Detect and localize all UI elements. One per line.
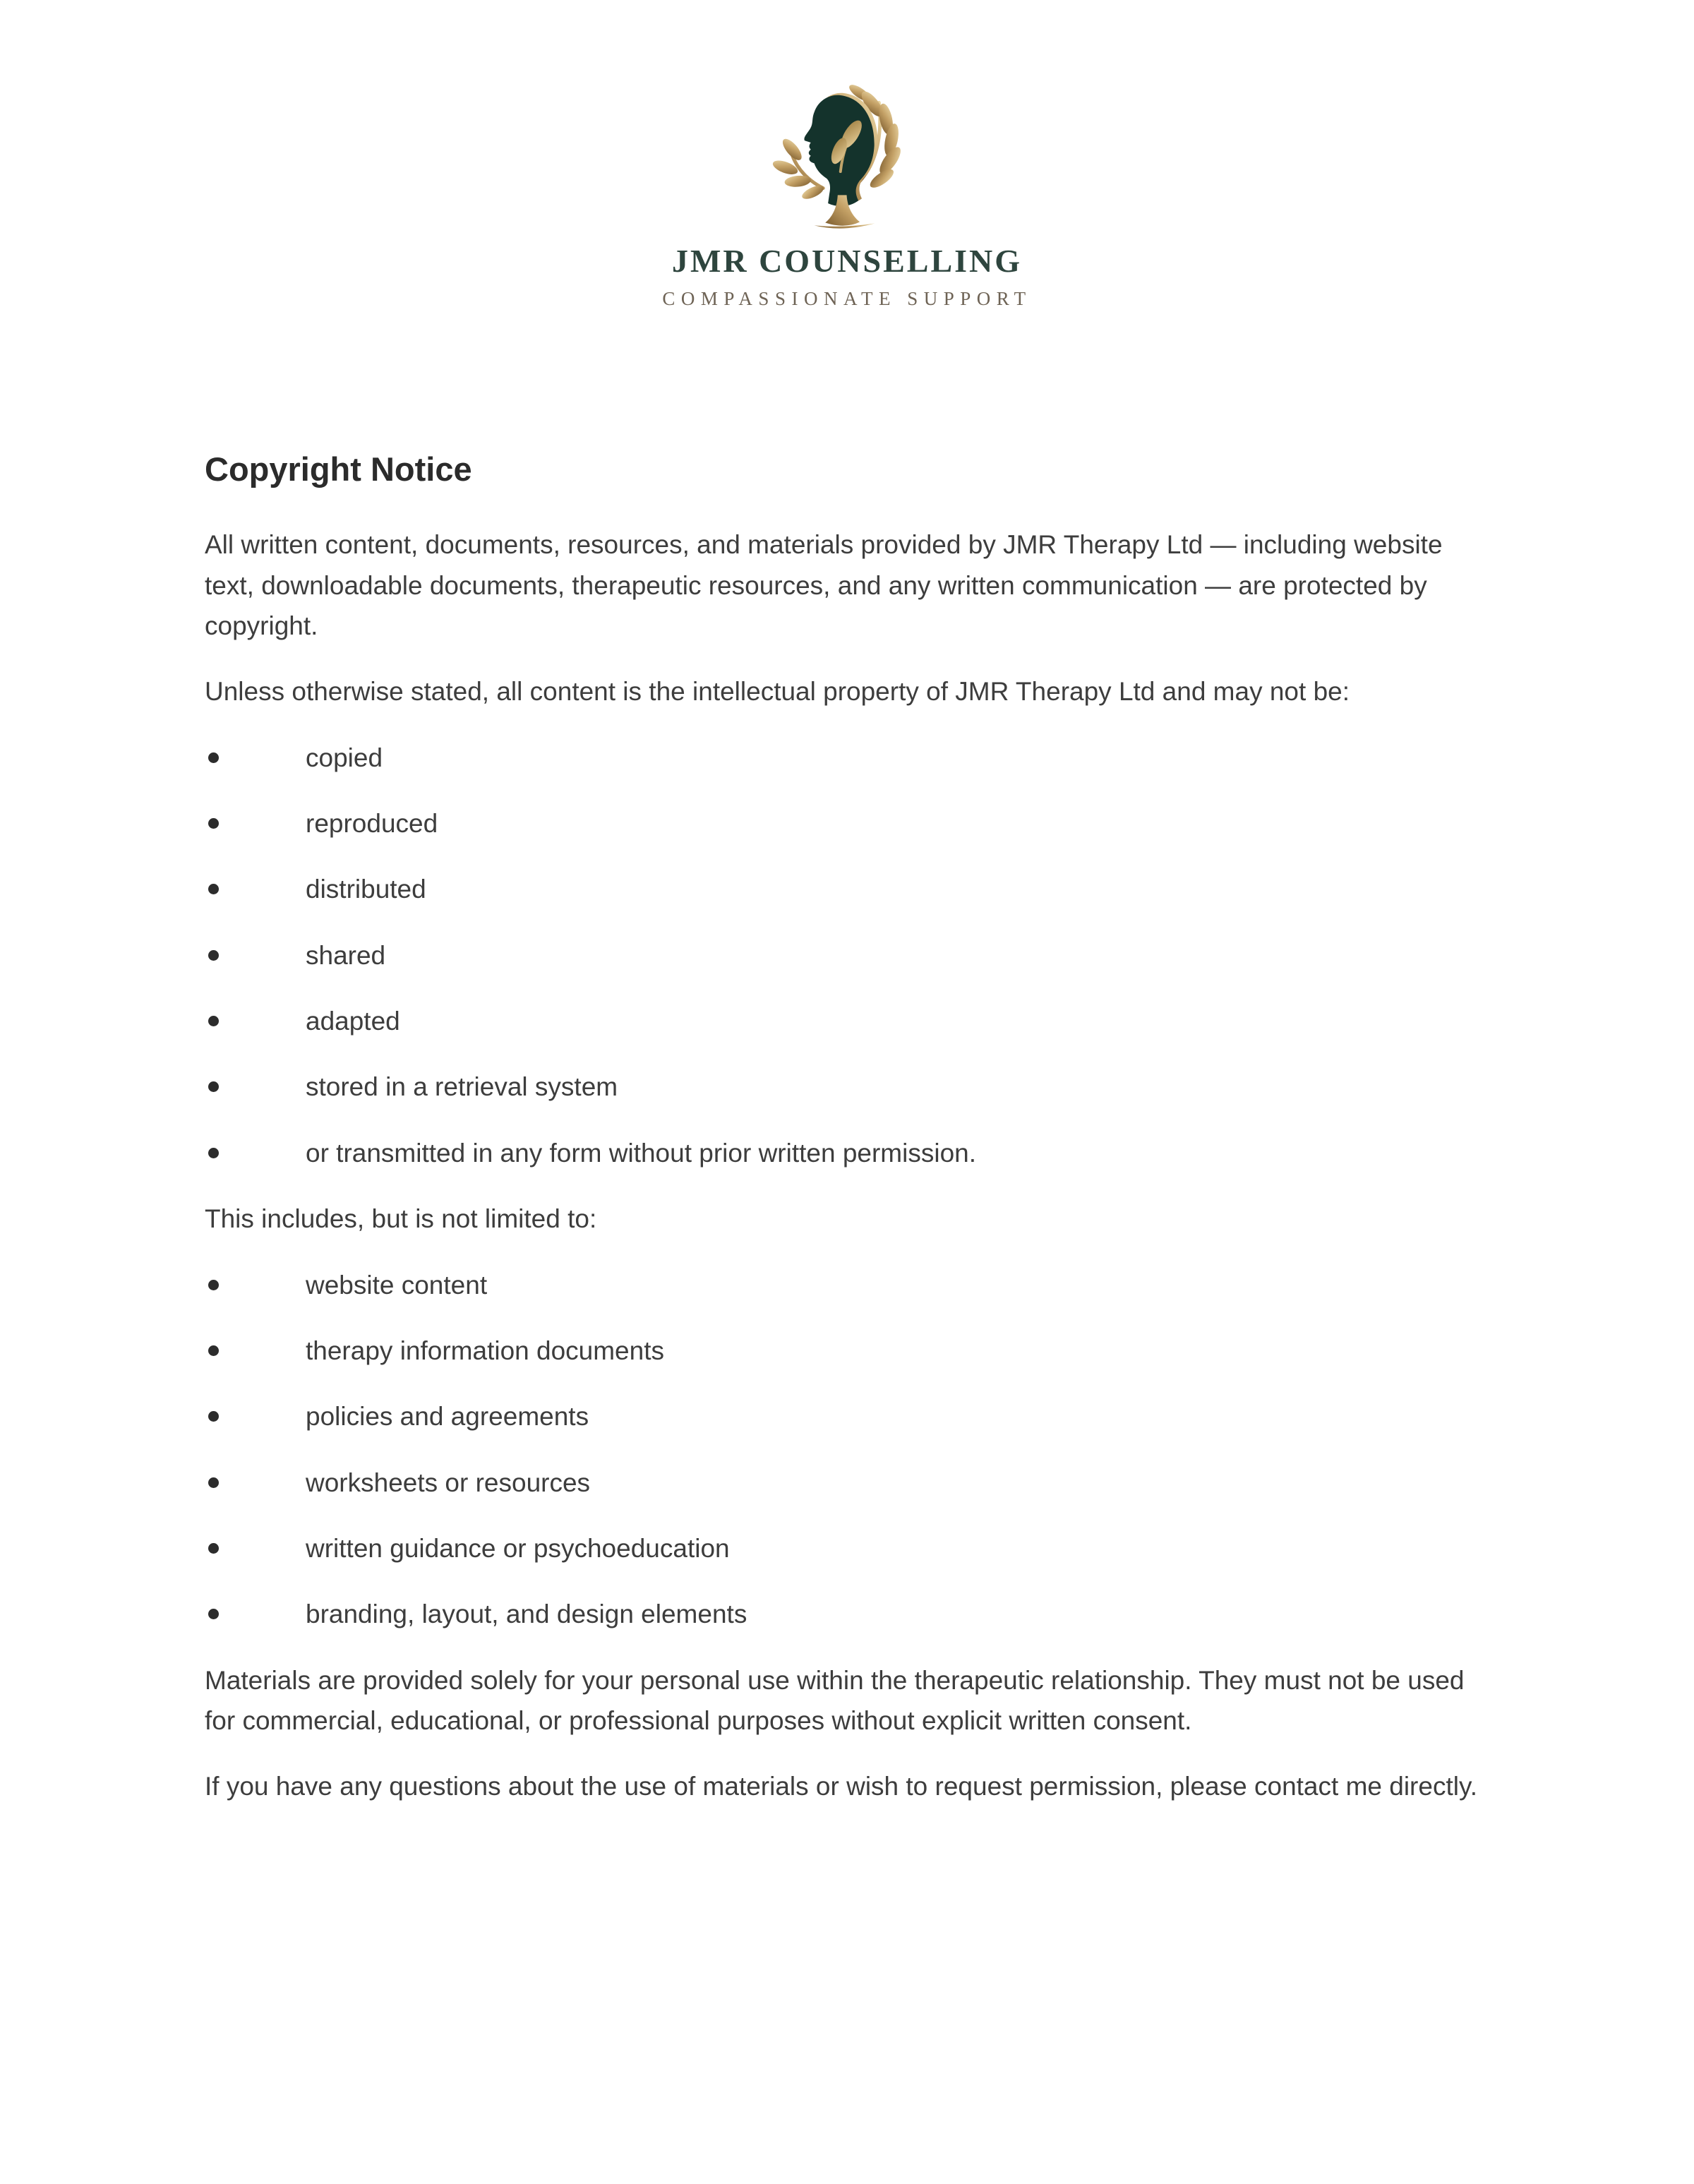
intro-paragraph: All written content, documents, resources, and materials provided by JMR Therapy Ltd — including website text, downloadable documents, therapeutic resources, and any written communication — are protected by copyright. — [205, 530, 1443, 641]
list-item-label: or transmitted in any form without prior written permission. — [306, 1138, 977, 1168]
list-item-label: copied — [306, 743, 383, 772]
included-materials-list — [205, 1265, 1493, 1635]
list-item — [205, 1133, 1493, 1173]
logo — [0, 0, 1694, 310]
list-item-label: reproduced — [306, 809, 438, 839]
prohibited-actions-list — [205, 738, 1493, 1173]
logo-tagline-text: COMPASSIONATE SUPPORT — [662, 288, 1032, 309]
bullet-icon — [208, 1016, 219, 1026]
document-content — [205, 310, 1493, 1807]
bullet-icon — [208, 1081, 219, 1092]
list-item — [205, 869, 1493, 909]
usage-paragraph: Materials are provided solely for your personal use within the therapeutic relationship. They must not be used for commercial, educational, or professional purposes without explicit written consent. — [205, 1665, 1465, 1735]
bullet-icon — [208, 818, 219, 829]
list-item-label: stored in a retrieval system — [306, 1072, 618, 1102]
list-item-label: website content — [306, 1270, 488, 1300]
list-item — [205, 738, 1493, 778]
list-item-label: shared — [306, 940, 386, 970]
bullet-icon — [208, 950, 219, 961]
contact-paragraph: If you have any questions about the use of materials or wish to request permission, please contact me directly. — [205, 1772, 1477, 1801]
bullet-icon — [208, 1148, 219, 1158]
list-item — [205, 1594, 1493, 1634]
list-item — [205, 1331, 1493, 1371]
ownership-paragraph: Unless otherwise stated, all content is the intellectual property of JMR Therapy Ltd and may not be: — [205, 677, 1350, 707]
bullet-icon — [208, 1477, 219, 1488]
list-item — [205, 1396, 1493, 1436]
list-item — [205, 1067, 1493, 1107]
bullet-icon — [208, 1411, 219, 1422]
list-item — [205, 1001, 1493, 1041]
logo-image — [764, 83, 930, 235]
list-item-label: policies and agreements — [306, 1402, 589, 1432]
list-item-label: written guidance or psychoeducation — [306, 1533, 730, 1563]
bullet-icon — [208, 1345, 219, 1356]
list-item — [205, 1463, 1493, 1503]
list-item-label: therapy information documents — [306, 1336, 664, 1365]
list-item-label: distributed — [306, 875, 426, 904]
list-item-label: adapted — [306, 1007, 400, 1036]
bullet-icon — [208, 1609, 219, 1619]
bullet-icon — [208, 884, 219, 894]
bullet-icon — [208, 1543, 219, 1554]
logo-brand-text: JMR COUNSELLING — [671, 243, 1023, 279]
tree-trunk-icon — [814, 195, 875, 228]
includes-intro-paragraph: This includes, but is not limited to: — [205, 1204, 597, 1234]
list-item — [205, 1265, 1493, 1305]
list-item-label: branding, layout, and design elements — [306, 1600, 747, 1629]
list-item — [205, 935, 1493, 976]
page-title: Copyright Notice — [205, 450, 472, 488]
list-item-label: worksheets or resources — [306, 1468, 591, 1497]
list-item — [205, 803, 1493, 844]
bullet-icon — [208, 752, 219, 763]
list-item — [205, 1528, 1493, 1568]
bullet-icon — [208, 1280, 219, 1290]
